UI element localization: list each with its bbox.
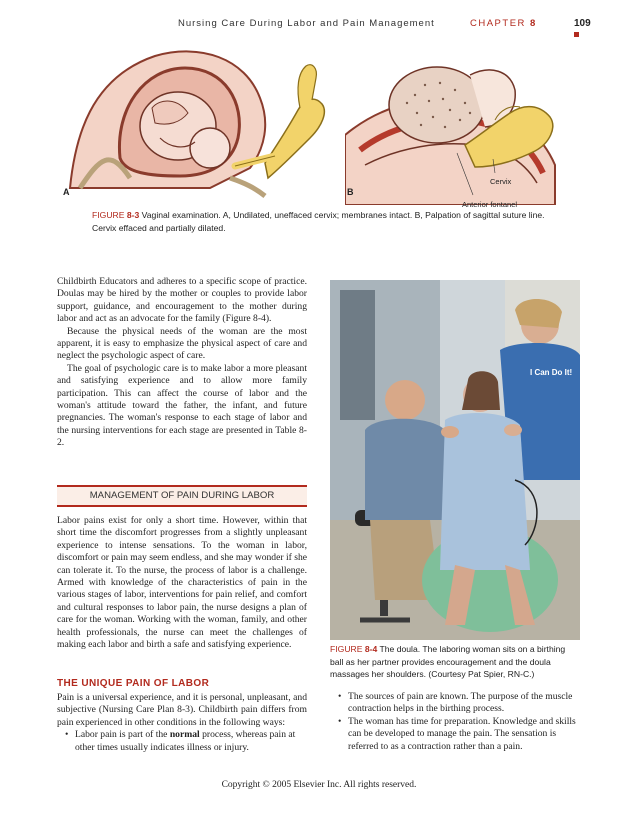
figure-8-3-caption — [92, 209, 562, 234]
intro-paragraph-2: Because the physical needs of the woman are the most apparent, it is easy to emphasize the physical aspect of care and neglect the psychologic aspect of care. — [57, 325, 307, 362]
figure-8-4-photo — [330, 280, 580, 640]
bullet-marker: • — [65, 729, 69, 741]
shirt-slogan: I Can Do It! — [530, 368, 573, 377]
figure-8-4-caption — [330, 643, 580, 681]
bullet-marker: • — [338, 691, 342, 702]
cervix-callout: Cervix — [490, 177, 512, 186]
figure-8-3b-illustration — [345, 55, 557, 205]
unique-pain-bullets-left — [57, 729, 307, 754]
unique-pain-heading: THE UNIQUE PAIN OF LABOR — [57, 678, 210, 689]
section-heading: MANAGEMENT OF PAIN DURING LABOR — [89, 490, 275, 501]
pain-management-text — [57, 515, 307, 651]
bullet-marker: • — [338, 715, 342, 727]
list-item: • The sources of pain are known. The purpose of the muscle contraction helps in the birthing process. — [338, 691, 573, 715]
running-header — [0, 16, 638, 32]
page-number: 109 — [574, 18, 591, 29]
section-heading-box — [57, 485, 307, 507]
figure-8-4-label: FIGURE 8-4 — [330, 644, 378, 654]
intro-paragraph-1: Childbirth Educators and adheres to a specific scope of practice. Doulas may be hired by the mother or couples to provide labor support, guidance, and encouragement to the mother during labor and act as an advocate for the family (Figure 8-4). — [57, 276, 307, 325]
unique-pain-text — [57, 692, 307, 754]
pain-management-paragraph: Labor pains exist for only a short time. However, within that short time the discomfort progresses from a slightly unpleasant experience to intense sensations. To the woman in labor, discomfort or pain may seem endless, and she may wonder if she can tolerate it. To the nurse, the process of labor is a challenge. Armed with knowledge of the characteristics of pain in the various stages of labor, interventions for pain relief, and comfort and cultural responses to labor pain, the nurse designs a plan of care for the woman. Working with the woman, family, and other health professionals, the nurse can meet the challenges of making each labor and birth a safe and satisfying experience. — [57, 515, 307, 651]
list-item: • The woman has time for preparation. Knowledge and skills can be developed to manage the pain. The sensation is referred to as a contraction rather than a pain. — [338, 715, 576, 752]
emphasis-normal: normal — [169, 729, 200, 741]
figure-8-4-caption-text: The doula. The laboring woman sits on a birthing ball as her partner provides encouragement and the doula massages her shoulders. (Courtesy Pat Spier, RN-C.) — [330, 644, 566, 679]
figure-8-3-caption-text: Vaginal examination. A, Undilated, uneffaced cervix; membranes intact. B, Palpation of sagittal suture line. Cervix effaced and partially dilated. — [92, 210, 545, 233]
figure-8-3a-illustration — [60, 38, 330, 200]
chapter-number: 8 — [530, 18, 537, 29]
unique-pain-paragraph: Pain is a universal experience, and it is personal, unpleasant, and subjective (Nursing Care Plan 8-3). Childbirth pain differs from pain experienced in other conditions in the following ways: — [57, 692, 307, 728]
header-marker — [574, 32, 579, 37]
copyright-footer: Copyright © 2005 Elsevier Inc. All rights reserved. — [221, 780, 417, 790]
figure-8-3-label: FIGURE 8-3 — [92, 210, 140, 220]
fontanel-callout: Anterior fontanel — [462, 200, 518, 209]
intro-paragraph-3: The goal of psychologic care is to make labor a more pleasant and satisfying experience and to allow more family participation. This can affect the course of labor and the woman's attitude toward the father, the infant, and future pregnancies. The woman's response to each stage of labor and the nursing interventions for each stage are presented in Table 8-2. — [57, 362, 307, 449]
chapter-label: CHAPTER 8 — [470, 18, 537, 29]
figure-panel-a-label: A — [63, 187, 70, 197]
figure-panel-b-label: B — [347, 187, 354, 197]
unique-pain-bullets-right-wrapper — [330, 691, 580, 753]
unique-pain-bullets-right — [330, 691, 580, 753]
intro-text — [57, 276, 307, 450]
running-title: Nursing Care During Labor and Pain Management — [178, 18, 435, 29]
list-item: • Labor pain is part of the normal process, whereas pain at other times usually indicates illness or injury. — [65, 729, 296, 753]
